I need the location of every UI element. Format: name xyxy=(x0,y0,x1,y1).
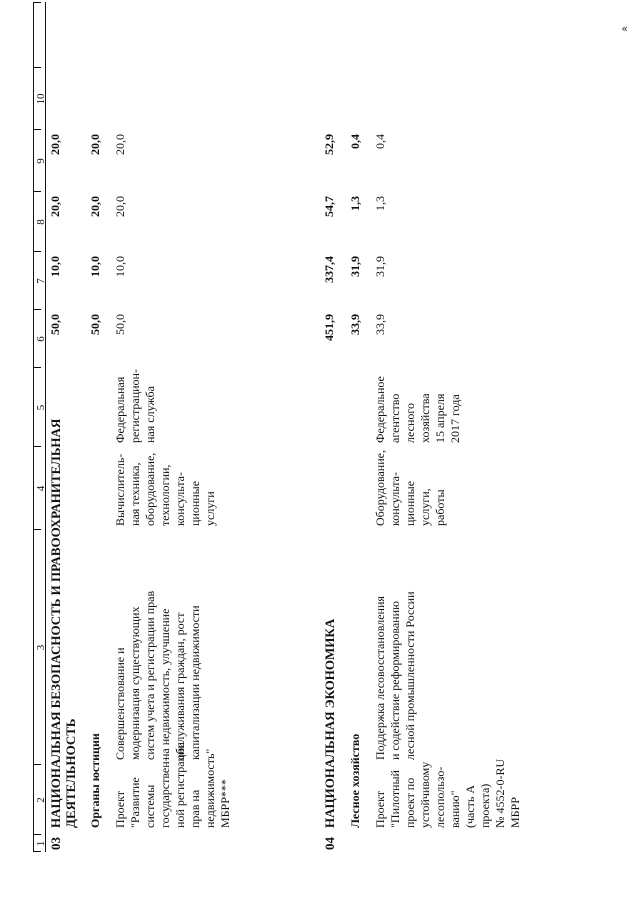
project-name-line: устойчивому xyxy=(418,761,432,828)
project-items-line: консульта- xyxy=(173,472,187,526)
subsection-value: 20,0 xyxy=(88,134,102,155)
column-number: 8 xyxy=(35,219,47,225)
subsection-value: 0,4 xyxy=(348,134,362,149)
section-value: 52,9 xyxy=(322,134,336,155)
project-items-line: ционные xyxy=(188,480,202,526)
project-name-line: ванию" xyxy=(448,790,462,828)
project-name-line: "Пилотный xyxy=(388,770,402,828)
project-name-line: МБРР*** xyxy=(218,779,232,828)
project-goal-line: Совершенствование и xyxy=(113,647,127,760)
corner-mark: « xyxy=(621,22,628,35)
section-value: 50,0 xyxy=(48,314,62,335)
project-goal-line: модернизация существующих xyxy=(128,606,142,760)
section-value: 10,0 xyxy=(48,256,62,277)
project-goal-line: и содействие реформированию xyxy=(388,601,402,760)
section-value: 337,4 xyxy=(322,256,336,283)
project-name-line: МБРР xyxy=(508,797,522,828)
column-number: 5 xyxy=(35,404,47,411)
project-value: 33,9 xyxy=(373,314,387,335)
subsection-value: 10,0 xyxy=(88,256,102,277)
project-value: 50,0 xyxy=(113,314,127,335)
project-items-line: консульта- xyxy=(388,472,402,526)
project-value: 20,0 xyxy=(113,196,127,217)
project-goal-line: обслуживания граждан, рост xyxy=(173,612,187,760)
header-divider xyxy=(33,2,41,3)
project-items-line: технологии, xyxy=(158,464,172,526)
column-number: 2 xyxy=(35,797,47,803)
project-name-line: недвижимость" xyxy=(203,748,217,828)
project-items-line: Оборудование, xyxy=(373,450,387,526)
column-number: 4 xyxy=(35,485,47,492)
project-name-line: "Развитие xyxy=(128,777,142,828)
subsection-title: Лесное хозяйство xyxy=(348,733,362,828)
column-number: 10 xyxy=(35,93,47,105)
project-value: 10,0 xyxy=(113,256,127,277)
column-number: 6 xyxy=(35,336,47,342)
subsection-value: 20,0 xyxy=(88,196,102,217)
column-number: 9 xyxy=(35,158,47,164)
column-number: 3 xyxy=(35,644,47,651)
section-title: НАЦИОНАЛЬНАЯ БЕЗОПАСНОСТЬ И ПРАВООХРАНИТЕЛЬНАЯ xyxy=(48,418,63,828)
column-number: 1 xyxy=(35,840,47,847)
project-value: 31,9 xyxy=(373,256,387,277)
project-name-line: прав на xyxy=(188,789,202,828)
project-name-line: Проект xyxy=(373,790,387,828)
project-name-line: государствен- xyxy=(158,757,172,828)
project-items-line: ционные xyxy=(403,480,417,526)
project-name-line: ной регистрации xyxy=(173,742,187,828)
project-executor-line: 15 апреля xyxy=(433,393,447,443)
project-items-line: услуги, xyxy=(418,488,432,526)
section-code: 03 xyxy=(48,837,63,850)
subsection-value: 1,3 xyxy=(348,196,362,211)
project-items-line: оборудование, xyxy=(143,452,157,526)
section-value: 20,0 xyxy=(48,196,62,217)
project-items-line: работы xyxy=(433,489,447,526)
subsection-value: 50,0 xyxy=(88,314,102,335)
project-goal-line: лесной промышленности России xyxy=(403,591,417,760)
project-goal-line: капитализации недвижимости xyxy=(188,605,202,760)
section-value: 451,9 xyxy=(322,314,336,341)
project-executor-line: Федеральная xyxy=(113,376,127,443)
section-value: 54,7 xyxy=(322,196,336,217)
project-name-line: (часть А xyxy=(463,784,477,828)
section-title: ДЕЯТЕЛЬНОСТЬ xyxy=(63,718,78,828)
column-number: 7 xyxy=(35,278,47,284)
project-items-line: услуги xyxy=(203,491,217,526)
project-name-line: Проект xyxy=(113,790,127,828)
project-executor-line: хозяйства xyxy=(418,393,432,443)
project-name-line: лесопользо- xyxy=(433,766,447,828)
section-title: НАЦИОНАЛЬНАЯ ЭКОНОМИКА xyxy=(322,618,337,828)
subsection-title: Органы юстиции xyxy=(88,733,102,828)
project-value: 1,3 xyxy=(373,196,387,211)
project-executor-line: ная служба xyxy=(143,386,157,443)
project-goal-line: на недвижимость, улучшение xyxy=(158,608,172,760)
project-name-line: проекта) xyxy=(478,783,492,828)
section-value: 20,0 xyxy=(48,134,62,155)
project-executor-line: лесного xyxy=(403,403,417,443)
project-executor-line: агентство xyxy=(388,393,402,443)
project-goal-line: Поддержка лесовосстановления xyxy=(373,596,387,760)
project-goal-line: систем учета и регистрации прав xyxy=(143,590,157,760)
project-executor-line: регистрацион- xyxy=(128,369,142,443)
subsection-value: 33,9 xyxy=(348,314,362,335)
project-value: 0,4 xyxy=(373,134,387,149)
project-executor-line: 2017 года xyxy=(448,394,462,443)
project-items-line: Вычислитель- xyxy=(113,453,127,526)
project-value: 20,0 xyxy=(113,134,127,155)
project-items-line: ная техника, xyxy=(128,462,142,526)
project-name-line: № 4552-0-RU xyxy=(493,758,507,828)
section-code: 04 xyxy=(322,837,337,850)
project-name-line: системы xyxy=(143,784,157,828)
project-name-line: проект по xyxy=(403,777,417,828)
project-executor-line: Федеральное xyxy=(373,376,387,443)
subsection-value: 31,9 xyxy=(348,256,362,277)
